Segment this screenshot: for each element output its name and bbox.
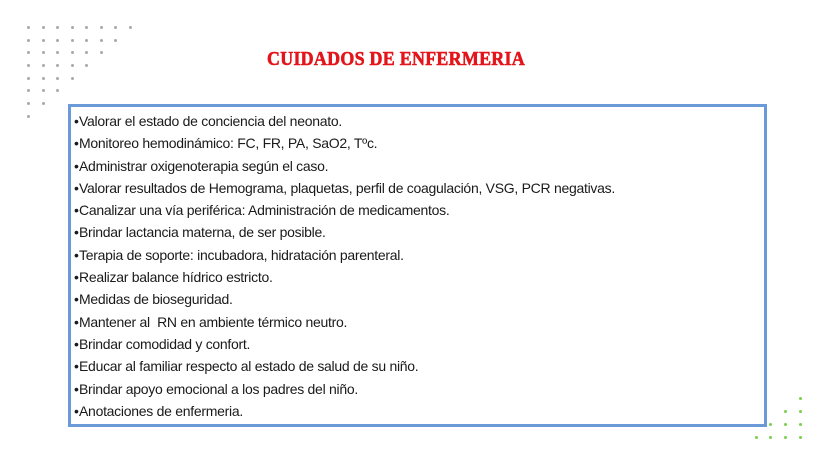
gray-dot bbox=[85, 26, 88, 29]
gray-dot bbox=[100, 26, 103, 29]
gray-dot bbox=[42, 77, 45, 80]
gray-dot bbox=[56, 39, 59, 42]
green-dot bbox=[799, 436, 802, 439]
list-item-text: Anotaciones de enfermeria. bbox=[79, 402, 243, 419]
list-item bbox=[74, 155, 615, 177]
gray-dot bbox=[71, 39, 74, 42]
gray-dot bbox=[85, 51, 88, 54]
list-item bbox=[74, 400, 615, 422]
gray-dot bbox=[42, 51, 45, 54]
list-item bbox=[74, 355, 615, 377]
list-item bbox=[74, 244, 615, 266]
list-item bbox=[74, 132, 615, 154]
gray-dot bbox=[56, 89, 59, 92]
green-dot bbox=[784, 410, 787, 413]
gray-dot bbox=[27, 102, 30, 105]
bullet-icon: • bbox=[74, 380, 79, 397]
list-item bbox=[74, 266, 615, 288]
gray-dot bbox=[56, 26, 59, 29]
gray-dot bbox=[129, 26, 132, 29]
gray-dot bbox=[71, 77, 74, 80]
gray-dot bbox=[42, 102, 45, 105]
list-item bbox=[74, 311, 615, 333]
list-item-text: Monitoreo hemodinámico: FC, FR, PA, SaO2, Tºc. bbox=[79, 135, 378, 152]
list-item-text: Valorar el estado de conciencia del neonato. bbox=[79, 113, 342, 129]
gray-dot bbox=[71, 64, 74, 67]
list-item-text: Brindar comodidad y confort. bbox=[79, 335, 251, 352]
bullet-icon: • bbox=[74, 135, 79, 152]
green-dot bbox=[769, 423, 772, 426]
gray-dot bbox=[27, 39, 30, 42]
bullet-icon: • bbox=[74, 179, 79, 196]
gray-dot bbox=[27, 64, 30, 67]
green-dot bbox=[799, 423, 802, 426]
list-item bbox=[74, 288, 615, 310]
gray-dot bbox=[42, 64, 45, 67]
gray-dot bbox=[27, 115, 30, 118]
gray-dot bbox=[27, 26, 30, 29]
list-item bbox=[74, 110, 615, 132]
list-item-text: Valorar resultados de Hemograma, plaquetas, perfil de coagulación, VSG, PCR negativas. bbox=[79, 179, 615, 196]
bullet-icon: • bbox=[74, 202, 79, 219]
list-item bbox=[74, 378, 615, 400]
list-item bbox=[74, 333, 615, 355]
gray-dot bbox=[71, 51, 74, 54]
care-bullet-list bbox=[74, 110, 615, 422]
gray-dot bbox=[27, 89, 30, 92]
bullet-icon: • bbox=[74, 157, 79, 174]
green-dot bbox=[755, 436, 758, 439]
green-dot bbox=[784, 436, 787, 439]
list-item bbox=[74, 199, 615, 221]
list-item bbox=[74, 177, 615, 199]
green-dot bbox=[784, 423, 787, 426]
gray-dot bbox=[71, 26, 74, 29]
gray-dot bbox=[100, 51, 103, 54]
list-item-text: Medidas de bioseguridad. bbox=[79, 291, 233, 308]
gray-dot bbox=[56, 77, 59, 80]
bullet-icon: • bbox=[74, 113, 79, 129]
gray-dot bbox=[42, 26, 45, 29]
gray-dot bbox=[42, 39, 45, 42]
care-list-box bbox=[68, 104, 767, 427]
list-item-text: Brindar lactancia materna, de ser posible. bbox=[79, 224, 326, 241]
gray-dot bbox=[85, 64, 88, 67]
list-item-text: Brindar apoyo emocional a los padres del niño. bbox=[79, 380, 358, 397]
gray-dot bbox=[114, 26, 117, 29]
bullet-icon: • bbox=[74, 224, 79, 241]
gray-dot bbox=[114, 39, 117, 42]
bullet-icon: • bbox=[74, 313, 79, 330]
gray-dot bbox=[42, 89, 45, 92]
list-item-text: Canalizar una vía periférica: Administración de medicamentos. bbox=[79, 202, 450, 219]
gray-dot bbox=[56, 64, 59, 67]
list-item bbox=[74, 221, 615, 243]
green-dot bbox=[769, 436, 772, 439]
list-item-text: Mantener al RN en ambiente térmico neutro. bbox=[79, 313, 348, 330]
slide-title: CUIDADOS DE ENFERMERIA bbox=[267, 48, 525, 70]
gray-dot bbox=[27, 77, 30, 80]
bullet-icon: • bbox=[74, 335, 79, 352]
gray-dot bbox=[27, 51, 30, 54]
list-item-text: Educar al familiar respecto al estado de salud de su niño. bbox=[79, 358, 419, 375]
bullet-icon: • bbox=[74, 246, 79, 263]
green-dot bbox=[799, 397, 802, 400]
list-item-text: Realizar balance hídrico estricto. bbox=[79, 269, 273, 286]
decorative-green-dot-pattern bbox=[740, 380, 828, 450]
bullet-icon: • bbox=[74, 291, 79, 308]
green-dot bbox=[799, 410, 802, 413]
list-item-text: Terapia de soporte: incubadora, hidratación parenteral. bbox=[79, 246, 404, 263]
bullet-icon: • bbox=[74, 402, 79, 419]
gray-dot bbox=[56, 51, 59, 54]
bullet-icon: • bbox=[74, 269, 79, 286]
gray-dot bbox=[85, 39, 88, 42]
bullet-icon: • bbox=[74, 358, 79, 375]
gray-dot bbox=[100, 39, 103, 42]
list-item-text: Administrar oxigenoterapia según el caso. bbox=[79, 157, 329, 174]
